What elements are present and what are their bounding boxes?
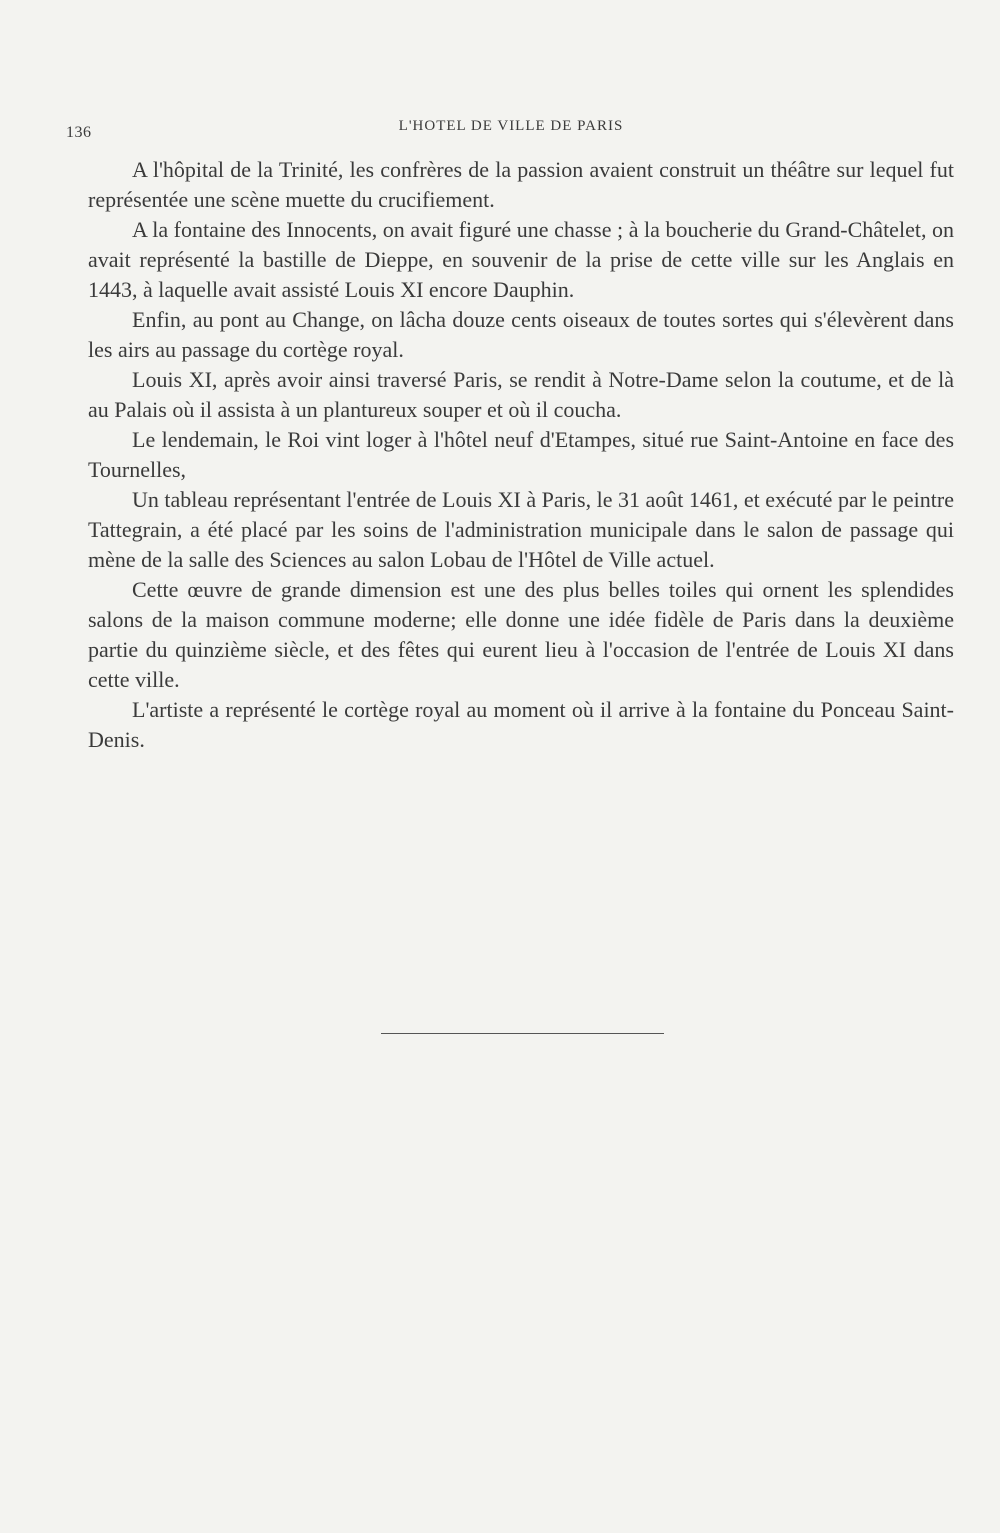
running-title: L'HOTEL DE VILLE DE PARIS [398, 118, 624, 134]
paragraph: Louis XI, après avoir ainsi traversé Paris, se rendit à Notre-Dame selon la coutume, et de là au Palais où il assista à un plantureux souper et où il coucha. [88, 367, 954, 422]
paragraph: A l'hôpital de la Trinité, les confrères de la passion avaient construit un théâtre sur lequel fut représentée une scène muette du crucifiement. [88, 157, 954, 212]
paragraph: L'artiste a représenté le cortège royal au moment où il arrive à la fontaine du Ponceau Saint-Denis. [88, 697, 954, 752]
section-end-rule [381, 1033, 664, 1034]
page-header [66, 118, 956, 142]
body-text [88, 155, 954, 755]
page-number: 136 [66, 124, 92, 141]
paragraph: Un tableau représentant l'entrée de Louis XI à Paris, le 31 août 1461, et exécuté par le peintre Tattegrain, a été placé par les soins de l'administration municipale dans le salon de passage qui mène de la salle des Sciences au salon Lobau de l'Hôtel de Ville actuel. [88, 487, 954, 572]
paragraph: A la fontaine des Innocents, on avait figuré une chasse ; à la boucherie du Grand-Châtelet, on avait représenté la bastille de Dieppe, en souvenir de la prise de cette ville sur les Anglais en 1443, à laquelle avait assisté Louis XI encore Dauphin. [88, 217, 954, 302]
paragraph: Cette œuvre de grande dimension est une des plus belles toiles qui ornent les splendides salons de la maison commune moderne; elle donne une idée fidèle de Paris dans la deuxième partie du quinzième siècle, et des fêtes qui eurent lieu à l'occasion de l'entrée de Louis XI dans cette ville. [88, 577, 954, 692]
paragraph: Enfin, au pont au Change, on lâcha douze cents oiseaux de toutes sortes qui s'élevèrent dans les airs au passage du cortège royal. [88, 307, 954, 362]
paragraph: Le lendemain, le Roi vint loger à l'hôtel neuf d'Etampes, situé rue Saint-Antoine en face des Tournelles, [88, 427, 954, 482]
